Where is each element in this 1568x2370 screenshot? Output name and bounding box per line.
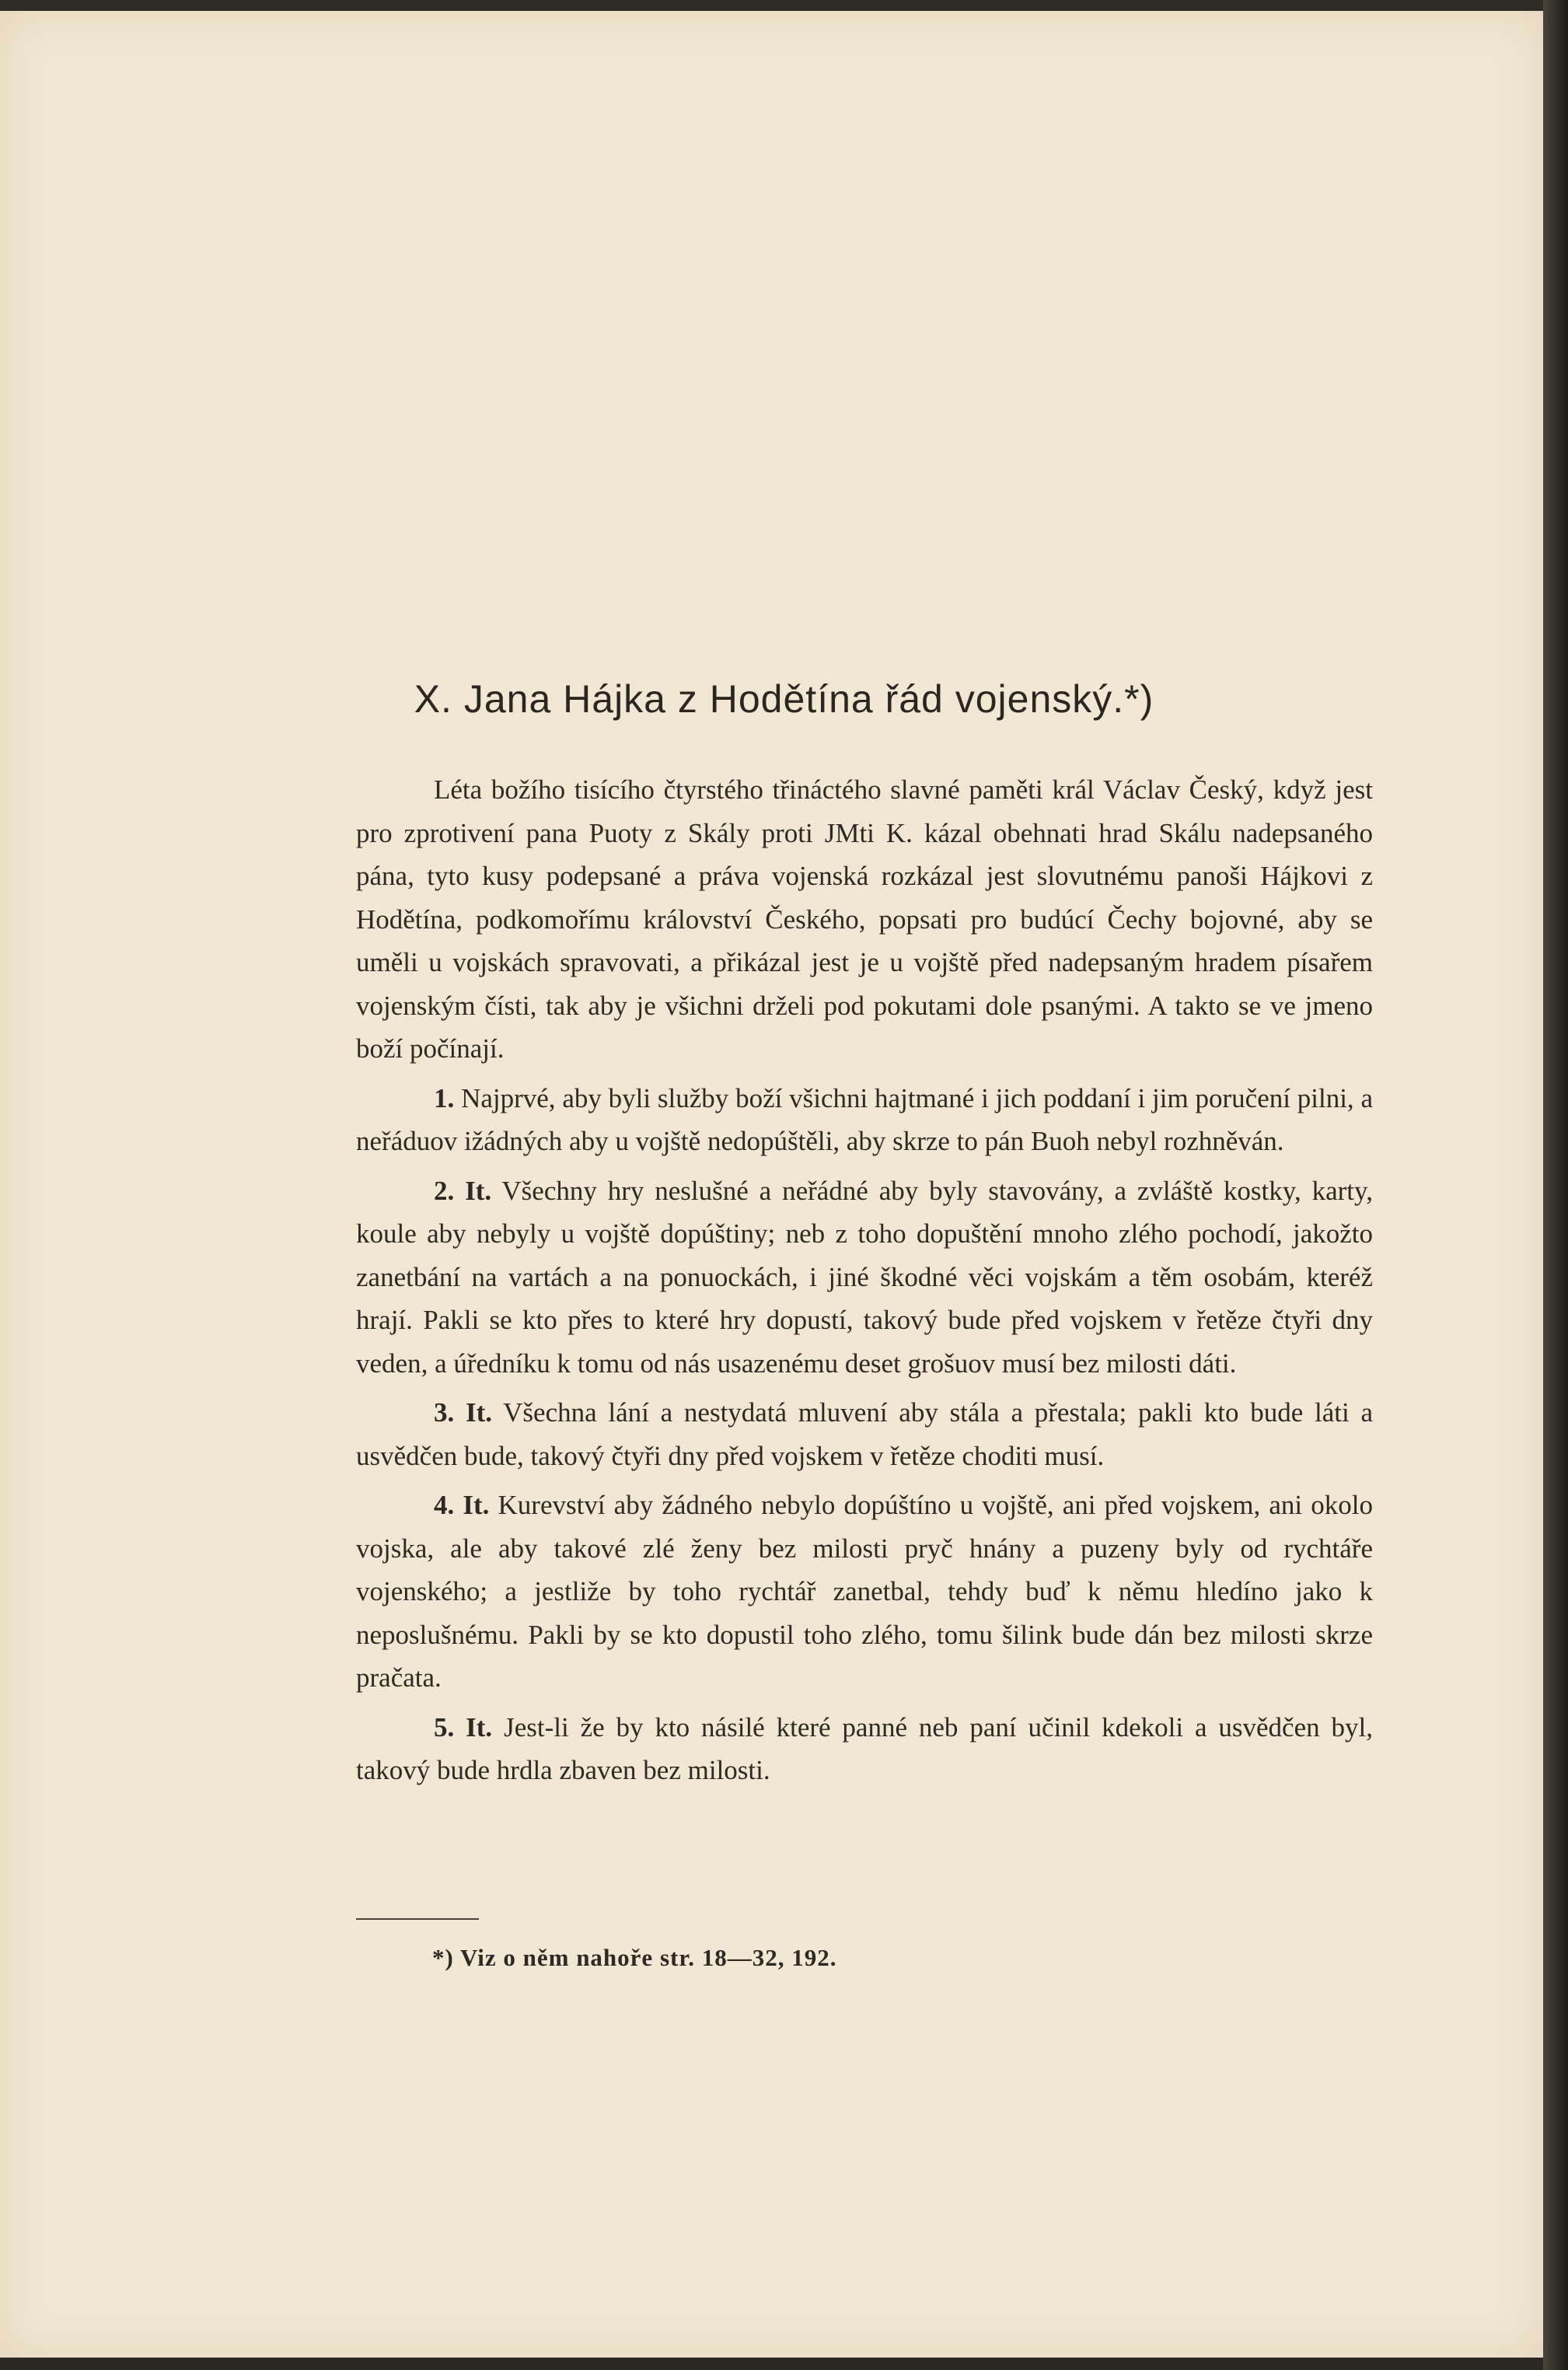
article-text: Všechna lání a nestydatá mluvení aby stála a přestala; pakli kto bude láti a usvědčen bude, takový čtyři dny před vojskem v řetěze choditi musí. (356, 1397, 1373, 1471)
document-body (356, 768, 1373, 1798)
article-number: 5. It. (434, 1711, 493, 1743)
article-5 (356, 1706, 1373, 1792)
article-2 (356, 1169, 1373, 1386)
article-3 (356, 1391, 1373, 1477)
footnote-divider (356, 1918, 479, 1920)
article-text: Kurevství aby žádného nebylo dopúštíno u vojště, ani před vojskem, ani okolo vojska, ale aby takové zlé ženy bez milosti pryč hnány a puzeny byly od rychtáře vojenského; a jestliže by toho rychtář zanetbal, tehdy buď k němu hledíno jako k neposlušnému. Pakli by se kto dopustil toho zlého, tomu šilink bude dán bez milosti skrze pračata. (356, 1490, 1374, 1693)
article-text: Všechny hry neslušné a neřádné aby byly stavovány, a zvláště kostky, karty, koule aby nebyly u vojště dopúštiny; neb z toho dopuštění mnoho zlého pochodí, jakožto zanetbání na vartách a na ponuockách, i jiné škodné věci vojskám a těm osobám, kteréž hrají. Pakli se kto přes to které hry dopustí, takový bude před vojskem v řetěze čtyři dny veden, a úředníku k tomu od nás usazenému deset grošuov musí bez milosti dáti. (356, 1175, 1373, 1379)
intro-paragraph: Léta božího tisícího čtyrstého třináctého slavné paměti král Václav Český, když jest pro zprotivení pana Puoty z Skály proti JMti K. kázal obehnati hrad Skálu nadepsaného pána, tyto kusy podepsané a práva vojenská rozkázal jest slovutnému panoši Hájkovi z Hodětína, podkomořímu království Českého, popsati pro budúcí Čechy bojovné, aby se uměli u vojskách spravovati, a přikázal jest je u vojště před nadepsaným hradem písařem vojenským čísti, tak aby je všichni drželi pod pokutami dole psanými. A takto se ve jmeno boží počínají. (356, 774, 1373, 1064)
article-number: 2. It. (434, 1175, 492, 1206)
page-top-edge (0, 0, 1543, 11)
article-text: Najprvé, aby byli služby boží všichni hajtmané i jich poddaní i jim poručení pilni, a neřáduov ižádných aby u vojště nedopúštěli, aby skrze to pán Buoh nebyl rozhněván. (356, 1082, 1374, 1156)
article-number: 4. It. (434, 1490, 490, 1520)
book-spine-edge (1543, 0, 1568, 2370)
article-number: 3. It. (434, 1397, 493, 1428)
article-text: Jest-li že by kto násilé které panné neb paní učinil kdekoli a usvědčen byl, takový bude hrdla zbaven bez milosti. (356, 1711, 1373, 1785)
footnote: *) Viz o něm nahoře str. 18—32, 192. (432, 1944, 837, 1971)
chapter-title: X. Jana Hájka z Hodětína řád vojenský.*) (414, 677, 1154, 721)
article-1 (356, 1077, 1373, 1163)
article-4 (356, 1484, 1373, 1700)
article-number: 1. (434, 1082, 455, 1113)
